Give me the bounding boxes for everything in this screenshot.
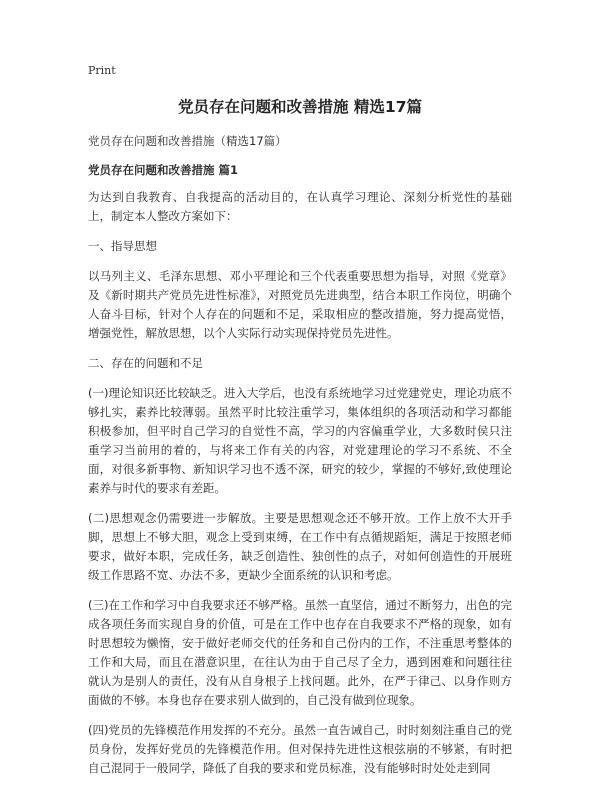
paragraph-heading-guiding-thought: 一、指导思想 xyxy=(88,239,157,253)
document-subtitle: 党员存在问题和改善措施（精选17篇） xyxy=(88,134,287,148)
paragraph-intro: 为达到自我教育、自我提高的活动目的，在认真学习理论、深刻分析党性的基础上，制定本人整改方案如下： xyxy=(88,190,512,223)
paragraph-problem-3: (三)在工作和学习中自我要求还不够严格。虽然一直坚信，通过不断努力，出色的完成各项任务而实现自身的价值，可是在工作中也存在自我要求不严格的现象，如有时思想较为懒惰，安于做好老师交代的任务和自己份内的工作，不注重思考整体的工作和大局，而且在潜意识里，在往认为由于自己尽了全力，遇到困难和问题往往就认为是别人的责任，没有从自身根子上找问题。此外，在严于律己、以身作则方面做的不够。本身也存在要求别人做到的，自己没有做到位现象。 xyxy=(88,598,512,707)
paragraph-heading-problems: 二、存在的问题和不足 xyxy=(88,356,203,370)
paragraph-problem-2: (二)思想观念仍需要进一步解放。主要是思想观念还不够开放。工作上放不大开手脚，思想上不够大胆，观念上受到束缚，在工作中有点循规蹈矩，满足于按照老师要求，做好本职，完成任务，缺乏创造性、独创性的点子，对如何创造性的开展班级工作思路不宽、办法不多，更缺少全面系统的认识和考虑。 xyxy=(88,511,512,582)
section-heading: 党员存在问题和改善措施 篇1 xyxy=(88,163,239,177)
print-label: Print xyxy=(88,64,116,77)
document-page xyxy=(88,64,512,789)
paragraph-guiding-thought: 以马列主义、毛泽东思想、邓小平理论和三个代表重要思想为指导，对照《党章》及《新时期共产党员先进性标准》，对照党员先进典型，结合本职工作岗位，明确个人奋斗目标，针对个人存在的问题和不足，采取相应的整改措施，努力提高觉悟，增强党性，解放思想，以个人实际行动实现保持党员先进性。 xyxy=(88,269,512,340)
paragraph-problem-4: (四)党员的先锋模范作用发挥的不充分。虽然一直告诫自己，时时刻刻注重自己的党员身份，发挥好党员的先锋模范作用。但对保持先进性这根弦崩的不够紧，有时把自己混同于一般同学，降低了自我的要求和党员标准，没有能够时时处处走到同 xyxy=(88,723,512,775)
paragraph-problem-1: (一)理论知识还比较缺乏。进入大学后，也没有系统地学习过党建党史，理论功底不够扎实，素养比较薄弱。虽然平时比较注重学习，集体组织的各项活动和学习都能积极参加，但平时自己学习的自觉性不高，学习的内容偏重学业，大多数时侯只注重学习当前用的着的，与将来工作有关的内容，对党建理论的学习不系统、不全面，对很多新事物、新知识学习也不透不深，研究的较少，掌握的不够好,致使理论素养与时代的要求有差距。 xyxy=(88,386,512,495)
document-title: 党员存在问题和改善措施 精选17篇 xyxy=(178,98,422,116)
